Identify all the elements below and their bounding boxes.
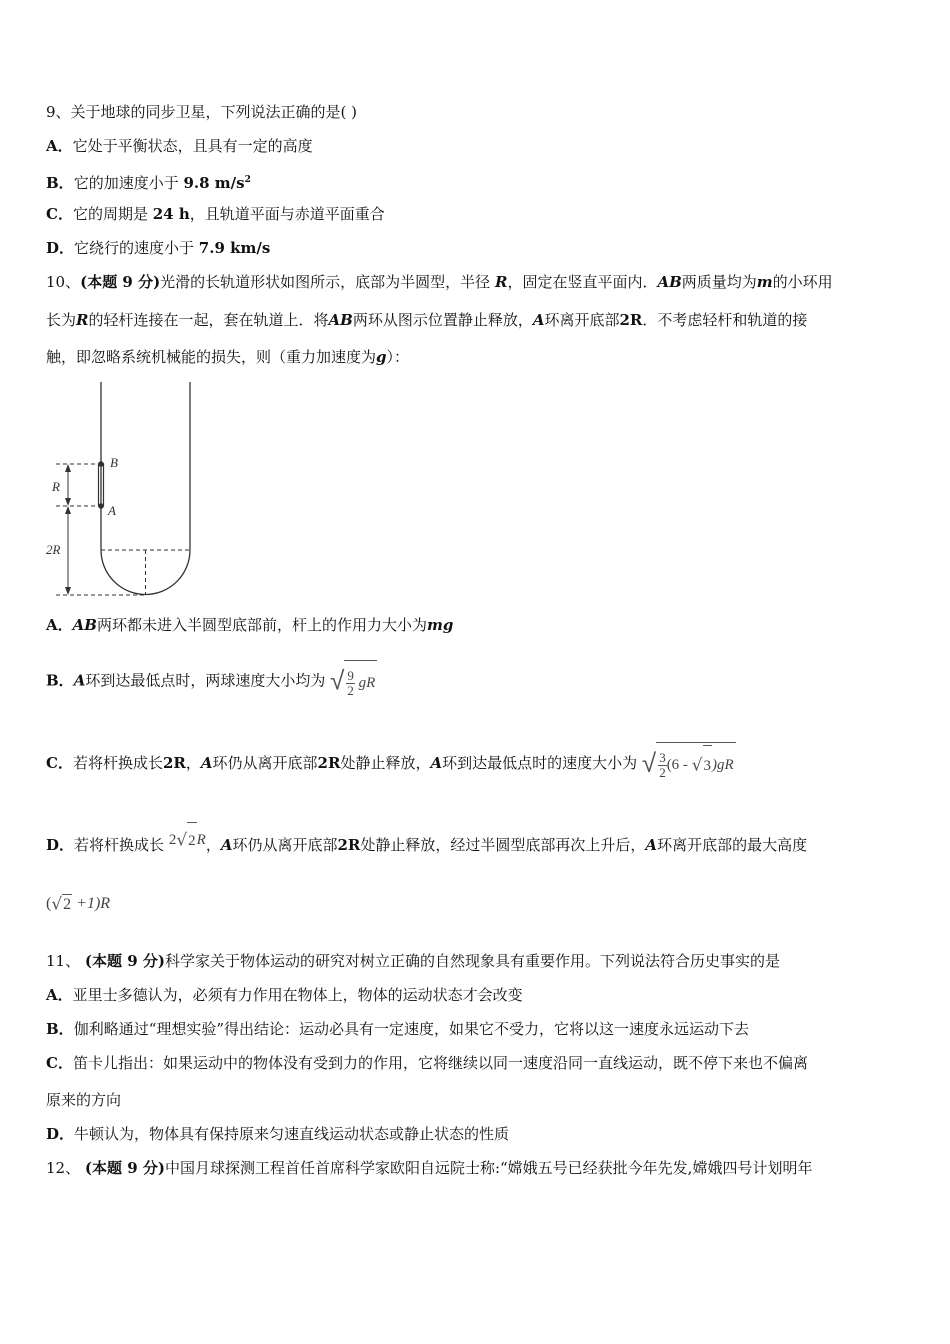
q12-stem: 12、 (本题 9 分)中国月球探测工程首任首席科学家欧阳自远院士称:“嫦娥五号已经获批今年先发,嫦娥四号计划明年 [46, 1159, 813, 1177]
label-r: R [52, 479, 60, 494]
ring-a [98, 503, 104, 509]
q10-stem-line1: 10、(本题 9 分)光滑的长轨道形状如图所示，底部为半圆型，半径 R，固定在竖直平面内．AB两质量均为m的小环用 [46, 273, 833, 291]
q10-b-formula: √ $\frac{9}{2}$ gR [330, 660, 377, 703]
q10-option-d: D．若将杆换成长 2√2R，A环仍从离开底部2R处静止释放，经过半圆型底部再次上升后，A环离开底部的最大高度 [46, 822, 904, 858]
q10-stem-line3: 触，即忽略系统机械能的损失，则（重力加速度为g）： [46, 348, 410, 366]
q11-option-d: D．牛顿认为，物体具有保持原来匀速直线运动状态或静止状态的性质 [46, 1125, 510, 1143]
q10-stem-line2: 长为R的轻杆连接在一起，套在轨道上．将AB两环从图示位置静止释放，A环离开底部2R．不考虑轻杆和轨道的接 [46, 311, 808, 329]
ring-b [98, 461, 104, 467]
label-a: A [108, 503, 116, 518]
q10-c-formula: √ $\frac{3}{2}$ (6 - √3)gR [642, 742, 736, 786]
q10-d-formula: 2√2R [169, 832, 206, 848]
q11-option-b: B．伽利略通过“理想实验”得出结论：运动必具有一定速度，如果它不受力，它将以这一速度永远运动下去 [46, 1020, 750, 1038]
q9-option-a: A．它处于平衡状态，且具有一定的高度 [46, 137, 313, 155]
q10-option-c: C．若将杆换成长2R，A环仍从离开底部2R处静止释放，A环到达最低点时的速度大小为 √ $\frac{3}{2}$ (6 - √3)gR [46, 742, 904, 782]
q9-option-b: B．它的加速度小于 9.8 $m/s^2$ [46, 174, 251, 192]
q11-option-c: C．笛卡儿指出：如果运动中的物体没有受到力的作用，它将继续以同一速度沿同一直线运动，既不停下来也不偏离 [46, 1054, 808, 1072]
q10-option-d-answer: (√2 +1)R [46, 894, 111, 915]
label-b: B [110, 455, 118, 470]
q11-option-c-cont: 原来的方向 [46, 1091, 122, 1109]
q10-option-b: B．A环到达最低点时，两球速度大小均为 √ $\frac{9}{2}$ gR [46, 660, 904, 700]
q11-stem: 11、 (本题 9 分)科学家关于物体运动的研究对树立正确的自然现象具有重要作用。下列说法符合历史事实的是 [46, 952, 780, 970]
q10-option-a: A．AB两环都未进入半圆型底部前，杆上的作用力大小为mg [46, 616, 454, 634]
track-diagram [44, 380, 204, 602]
label-2r: 2R [46, 542, 61, 557]
q11-option-a: A．亚里士多德认为，必须有力作用在物体上，物体的运动状态才会改变 [46, 986, 523, 1004]
q9-option-c: C．它的周期是 24 h，且轨道平面与赤道平面重合 [46, 205, 385, 223]
q9-stem: 9、关于地球的同步卫星，下列说法正确的是( ) [46, 103, 358, 121]
q9-option-d: D．它绕行的速度小于 7.9 km/s [46, 239, 271, 257]
